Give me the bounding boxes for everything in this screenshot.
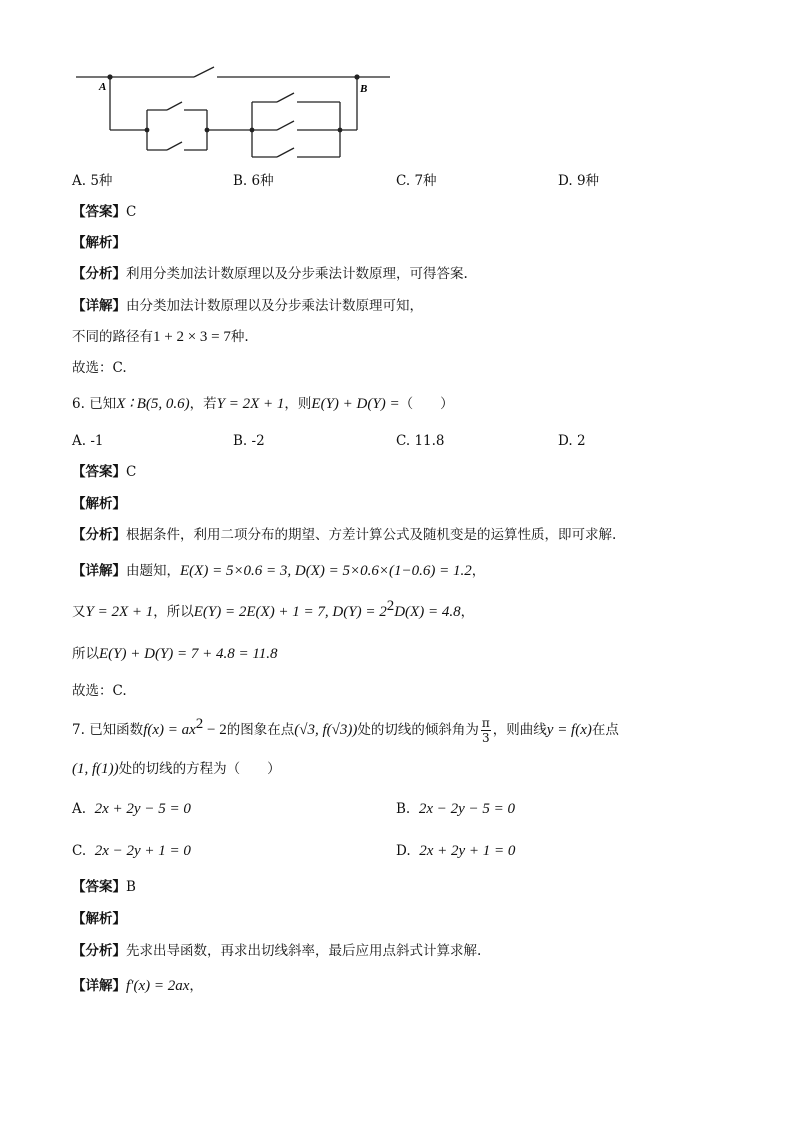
q6-option-b: B. -2 [233, 433, 265, 449]
q5-option-b: B. 6种 [233, 173, 274, 189]
q7-answer: 【答案】B [72, 879, 136, 895]
q7-option-a: A. 2x + 2y − 5 = 0 [72, 801, 191, 817]
circuit-label-b: B [360, 83, 368, 95]
q7-stem-line2: (1, f(1))处的切线的方程为（ ） [72, 761, 281, 777]
q7-fenxi: 【分析】先求出导函数，再求出切线斜率，最后应用点斜式计算求解. [72, 943, 482, 959]
q6-answer: 【答案】C [72, 464, 137, 480]
q6-analysis-heading: 【解析】 [72, 496, 126, 512]
q5-option-a: A. 5种 [72, 173, 113, 189]
circuit-label-a: A [99, 81, 107, 93]
q6-detail-line2: 又Y = 2X + 1，所以E(Y) = 2E(X) + 1 = 7, $D(Y) = 2^2D(X) = 4.8$， [72, 598, 475, 620]
q5-answer: 【答案】C [72, 204, 137, 220]
q7-option-b: B. 2x − 2y − 5 = 0 [396, 801, 515, 817]
circuit-diagram [72, 65, 402, 160]
q6-option-a: A. -1 [72, 433, 104, 449]
q7-detail: 【详解】f′(x) = 2ax， [72, 978, 203, 994]
q6-choice: 故选：C. [72, 683, 127, 699]
q5-option-d: D. 9种 [558, 173, 600, 189]
q7-angle-fraction: $\frac{\pi}{3}$ [481, 716, 490, 745]
q5-analysis-heading: 【解析】 [72, 235, 126, 251]
q6-detail-line3: 所以E(Y) + D(Y) = 7 + 4.8 = 11.8 [72, 646, 278, 662]
q5-choice: 故选：C. [72, 360, 127, 376]
q6-option-d: D. 2 [558, 433, 586, 449]
q6-stem: 6. 已知X ∶ B(5, 0.6)，若Y = 2X + 1，则E(Y) + D(Y) =（ ） [72, 396, 454, 412]
q6-detail: 【详解】由题知，E(X) = 5×0.6 = 3, D(X) = 5×0.6×(1−0.6) = 1.2， [72, 563, 486, 579]
q7-option-c: C. 2x − 2y + 1 = 0 [72, 843, 191, 859]
q7-analysis-heading: 【解析】 [72, 911, 126, 927]
q6-option-c: C. 11.8 [396, 433, 445, 449]
q5-detail-line2: 不同的路径有1 + 2 × 3 = 7种. [72, 329, 249, 345]
q6-fenxi: 【分析】根据条件，利用二项分布的期望、方差计算公式及随机变是的运算性质，即可求解. [72, 527, 617, 543]
q5-option-c: C. 7种 [396, 173, 437, 189]
q7-option-d: D. 2x + 2y + 1 = 0 [396, 843, 516, 859]
q5-detail: 【详解】由分类加法计数原理以及分步乘法计数原理可知， [72, 298, 423, 314]
q5-fenxi: 【分析】利用分类加法计数原理以及分步乘法计数原理，可得答案. [72, 266, 468, 282]
q7-stem: 7. 已知函数$f(x) = ax^2 - 2$的图象在点(√3, f(√3))处的切线的倾斜角为 $\frac{\pi}{3}$ ，则曲线y = f(x)在点 [72, 716, 619, 745]
